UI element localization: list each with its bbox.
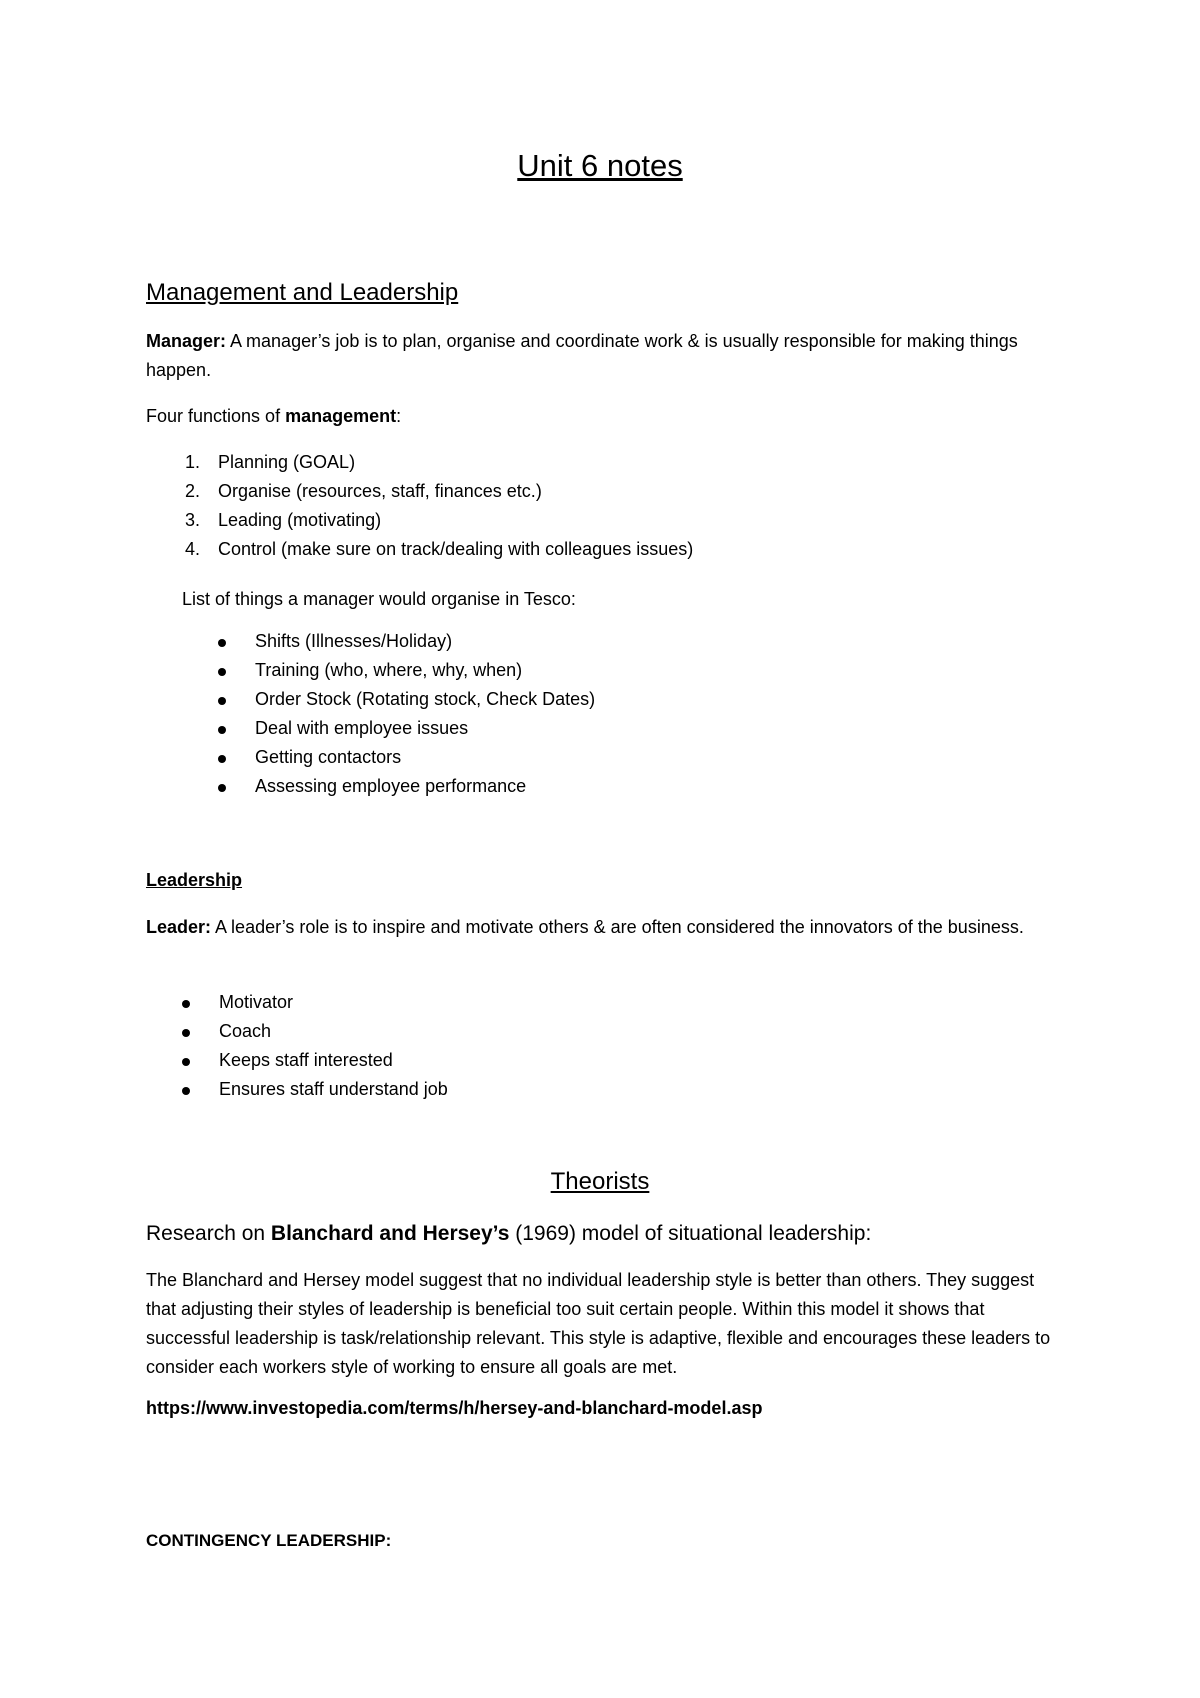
list-item [146,535,693,564]
page-title: Unit 6 notes [517,148,683,183]
functions-intro [146,402,401,431]
list-item [146,506,693,535]
list-item [218,743,595,772]
list-item [218,627,595,656]
leader-label: Leader: [146,917,212,937]
research-suffix: (1969) model of situational leadership: [509,1222,872,1245]
research-prefix: Research on [146,1222,271,1245]
bullet-icon [182,1058,190,1066]
bullet-icon [218,668,226,676]
leader-list [182,988,448,1104]
leader-text: A leader’s role is to inspire and motivate others & are often considered the innovators of the business. [211,917,1024,937]
bullet-icon [218,697,226,705]
research-paragraph: The Blanchard and Hersey model suggest that no individual leadership style is better than others. They suggest that adjusting their styles of leadership is beneficial too suit certain people. Within this model it shows that successful leadership is task/relationship relevant. This style is adaptive, flexible and encourages these leaders to consider each workers style of working to ensure all goals are met. [146,1270,1051,1377]
list-text: Motivator [219,992,294,1012]
list-text: Training (who, where, why, when) [255,660,523,680]
bullet-icon [182,1000,190,1008]
research-bold: Blanchard and Hersey’s [270,1222,510,1245]
list-text: Planning (GOAL) [218,452,356,472]
management-heading: Management and Leadership [146,279,459,306]
list-text: Shifts (Illnesses/Holiday) [255,631,453,651]
functions-intro-bold: management [285,406,397,426]
list-item [218,656,595,685]
list-number: 3. [185,510,201,530]
list-text: Deal with employee issues [255,718,469,738]
list-item [182,1017,448,1046]
tesco-list [218,627,595,801]
functions-intro-suffix: : [396,406,402,426]
reference-link[interactable]: https://www.investopedia.com/terms/h/hersey-and-blanchard-model.asp [146,1398,763,1418]
bullet-icon [218,755,226,763]
list-text: Organise (resources, staff, finances etc.) [218,481,542,501]
list-item [146,477,693,506]
list-text: Order Stock (Rotating stock, Check Dates) [255,689,596,709]
manager-label: Manager: [146,331,227,351]
list-number: 2. [185,481,201,501]
contingency-heading: CONTINGENCY LEADERSHIP: [146,1531,392,1550]
list-text: Coach [219,1021,272,1041]
list-item [218,714,595,743]
bullet-icon [182,1029,190,1037]
list-text: Ensures staff understand job [219,1079,448,1099]
leadership-heading: Leadership [146,870,243,890]
list-item [182,1075,448,1104]
list-item [182,1046,448,1075]
list-text: Keeps staff interested [219,1050,393,1070]
tesco-intro: List of things a manager would organise in Tesco: [182,589,576,609]
list-item [218,772,595,801]
list-item [218,685,595,714]
functions-list [146,448,693,564]
list-item [182,988,448,1017]
manager-definition [146,327,1026,385]
list-text: Getting contactors [255,747,402,767]
list-number: 1. [185,452,201,472]
list-text: Control (make sure on track/dealing with colleagues issues) [218,539,694,559]
bullet-icon [218,639,226,647]
bullet-icon [218,726,226,734]
bullet-icon [218,784,226,792]
manager-text: A manager’s job is to plan, organise and coordinate work & is usually responsible for making things happen. [146,331,1018,380]
functions-intro-prefix: Four functions of [146,406,286,426]
list-text: Assessing employee performance [255,776,527,796]
list-number: 4. [185,539,201,559]
list-text: Leading (motivating) [218,510,382,530]
theorists-heading: Theorists [550,1168,650,1195]
leader-definition [146,913,1066,942]
list-item [146,448,693,477]
bullet-icon [182,1087,190,1095]
research-heading [146,1222,871,1246]
